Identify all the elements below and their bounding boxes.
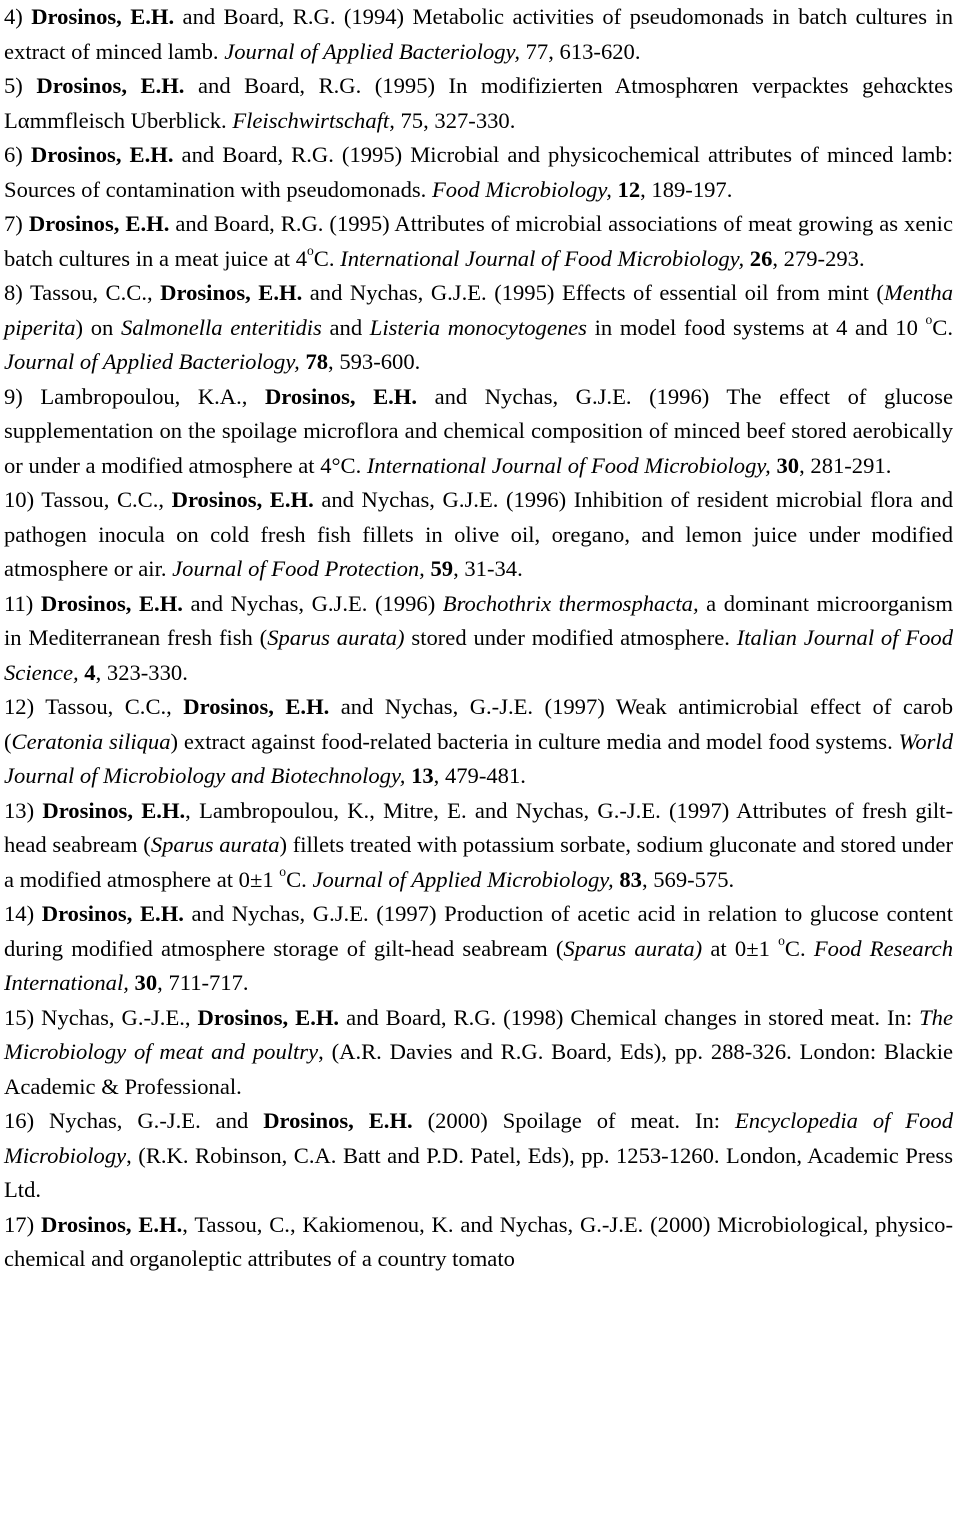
reference-number: 6): [4, 142, 23, 167]
reference-bold-text: 78: [305, 349, 329, 374]
reference-italic-text: The Microbiology of meat and poultry: [4, 1004, 953, 1064]
reference-bold-text: Drosinos, E.H.: [264, 383, 418, 409]
reference-italic-text: Listeria monocytogenes: [369, 314, 587, 340]
reference-text: , 711-717.: [157, 970, 249, 995]
reference-italic-text: International Journal of Food Microbiology,: [340, 245, 745, 271]
reference-italic-text: Journal of Food Protection,: [172, 556, 425, 581]
reference-text: in model food systems at 4 and 10: [586, 314, 926, 340]
reference-text: C.: [313, 245, 341, 271]
reference-number: 17): [4, 1211, 35, 1237]
reference-bold-text: 30: [776, 452, 800, 478]
reference-text: , (R.K. Robinson, C.A. Batt and P.D. Patel, Eds), pp. 1253-1260. London, Academic Press Ltd.: [4, 1142, 953, 1202]
reference-bold-text: Drosinos, E.H.: [160, 280, 303, 305]
reference-number: 7): [4, 211, 23, 236]
reference-text: and Board, R.G. (1995) Microbial and physicochemical attributes of minced lamb: Sources of contamination with pseudomonads.: [4, 142, 953, 202]
reference-text: ) extract against food-related bacteria in culture media and model food systems.: [170, 728, 899, 754]
reference-entry: [4, 1208, 953, 1277]
reference-bold-text: 4: [84, 659, 96, 685]
reference-bold-text: 26: [749, 245, 773, 271]
reference-entry: [4, 1104, 953, 1208]
reference-entry: [4, 380, 953, 484]
reference-text: ) fillets treated with potassium sorbate, sodium gluconate and stored under a modified atmosphere at 0±1: [4, 832, 953, 892]
reference-bold-text: Drosinos, E.H.: [183, 694, 330, 719]
degree-superscript: o: [925, 311, 933, 327]
reference-text: Tassou, C.C.,: [29, 280, 161, 305]
reference-bold-text: Drosinos, E.H.: [42, 797, 186, 823]
reference-number: 4): [4, 4, 23, 29]
reference-italic-text: Journal of Applied Microbiology,: [312, 866, 614, 892]
reference-text: a dominant microorganism in Mediterranean fresh fish (: [4, 590, 953, 650]
reference-text: , 189-197.: [640, 176, 733, 202]
reference-italic-text: Journal of Applied Bacteriology,: [4, 349, 300, 374]
reference-text: and Nychas, G.J.E. (1996) The effect of glucose supplementation on the spoilage microflora and chemical composition of minced beef stored aerobically or under a modified atmosphere at 4°C.: [4, 383, 953, 478]
reference-italic-text: Sparus aurata): [563, 935, 703, 961]
reference-text: C.: [932, 314, 954, 340]
reference-number: 10): [4, 487, 35, 512]
reference-text: 77, 613-620.: [519, 38, 641, 64]
reference-bold-text: Drosinos, E.H.: [197, 1004, 340, 1030]
reference-italic-text: Sparus aurata): [267, 625, 405, 650]
reference-text: 75, 327-330.: [394, 107, 516, 133]
reference-italic-text: Encyclopedia of Food Microbiology: [4, 1108, 954, 1168]
reference-text: and: [321, 314, 370, 340]
reference-number: 5): [4, 73, 23, 98]
reference-text: ) on: [75, 314, 121, 340]
degree-superscript: o: [778, 932, 785, 948]
reference-text: , Lambropoulou, K., Mitre, E. and Nychas, G.-J.E. (1997) Attributes of fresh gilt-head seabream (: [4, 797, 953, 857]
reference-text: Tassou, C.C.,: [45, 694, 184, 719]
reference-text: , (A.R. Davies and R.G. Board, Eds), pp. 288-326. London: Blackie Academic & Professional.: [4, 1039, 954, 1099]
reference-entry: [4, 138, 953, 207]
reference-italic-text: Journal of Applied Bacteriology,: [224, 38, 520, 64]
reference-text: and Nychas, G.J.E. (1995) Effects of essential oil from mint (: [302, 280, 884, 305]
reference-number: 13): [4, 797, 35, 823]
reference-italic-text: International Journal of Food Microbiology,: [366, 452, 771, 478]
reference-text: stored under modified atmosphere.: [404, 625, 737, 650]
reference-text: C.: [286, 866, 313, 892]
reference-italic-text: Brochothrix thermosphacta,: [442, 590, 699, 616]
reference-text: Lambropoulou, K.A.,: [40, 383, 265, 409]
reference-bold-text: Drosinos, E.H.: [41, 901, 184, 926]
reference-text: , 569-575.: [641, 866, 735, 892]
reference-bold-text: Drosinos, E.H.: [40, 590, 183, 616]
reference-bold-text: Drosinos, E.H.: [28, 211, 170, 236]
reference-number: 8): [4, 280, 23, 305]
reference-italic-text: Salmonella enteritidis: [120, 314, 322, 340]
reference-text: at 0±1: [702, 935, 779, 961]
reference-bold-text: Drosinos, E.H.: [171, 487, 314, 512]
reference-bold-text: Drosinos, E.H.: [36, 73, 185, 98]
reference-entry: [4, 897, 953, 1001]
reference-text: C.: [784, 935, 814, 961]
reference-text: and Nychas, G.J.E. (1996): [182, 590, 443, 616]
reference-entry: [4, 1001, 953, 1105]
reference-text: , 281-291.: [799, 452, 892, 478]
reference-italic-text: Fleischwirtschaft,: [232, 107, 395, 133]
reference-text: , Tassou, C., Kakiomenou, K. and Nychas, G.-J.E. (2000) Microbiological, physico-chemical and organoleptic attributes of a country tomato: [4, 1211, 953, 1271]
reference-number: 12): [4, 694, 35, 719]
reference-bold-text: Drosinos, E.H.: [30, 142, 174, 167]
reference-italic-text: Food Microbiology,: [431, 176, 612, 202]
reference-number: 15): [4, 1004, 35, 1030]
reference-bold-text: 12: [617, 176, 641, 202]
reference-italic-text: Food Research International,: [4, 935, 953, 995]
reference-text: and Board, R.G. (1998) Chemical changes in stored meat. In:: [339, 1004, 920, 1030]
reference-text: and Nychas, G.-J.E. (1997) Weak antimicrobial effect of carob (: [4, 694, 953, 754]
reference-text: and Nychas, G.J.E. (1996) Inhibition of resident microbial flora and pathogen inocula on cold fresh fish fillets in olive oil, oregano, and lemon juice under modified atmosphere or air.: [4, 487, 953, 581]
reference-entry: [4, 207, 953, 276]
reference-italic-text: Sparus aurata: [150, 832, 280, 857]
reference-text: Nychas, G.-J.E. and: [49, 1108, 264, 1133]
reference-bold-text: 30: [134, 970, 158, 995]
reference-entry: [4, 69, 953, 138]
reference-bold-text: Drosinos, E.H.: [263, 1108, 413, 1133]
reference-italic-text: World Journal of Microbiology and Biotechnology,: [4, 728, 953, 788]
reference-entry: [4, 690, 953, 794]
reference-entry: [4, 483, 953, 587]
reference-entry: [4, 587, 953, 691]
reference-text: and Board, R.G. (1995) Attributes of microbial associations of meat growing as xenic batch cultures in a meat juice at 4: [4, 211, 953, 271]
reference-bold-text: 83: [619, 866, 642, 892]
reference-text: and Board, R.G. (1994) Metabolic activities of pseudomonads in batch cultures in extract of minced lamb.: [4, 4, 953, 64]
reference-entry: [4, 276, 953, 380]
reference-text: and Board, R.G. (1995) In modifizierten Atmosphαren verpacktes gehαcktes Lαmmfleisch Uberblick.: [4, 73, 953, 133]
reference-text: , 593-600.: [328, 349, 421, 374]
reference-italic-text: Ceratonia siliqua: [11, 728, 171, 754]
reference-number: 14): [4, 901, 35, 926]
reference-bold-text: Drosinos, E.H.: [40, 1211, 183, 1237]
reference-bold-text: 59: [430, 556, 454, 581]
reference-entry: [4, 794, 953, 898]
reference-entry: [4, 0, 953, 69]
reference-italic-text: Mentha piperita: [4, 280, 953, 340]
reference-number: 16): [4, 1108, 35, 1133]
reference-number: 9): [4, 383, 23, 409]
reference-text: , 323-330.: [95, 659, 188, 685]
reference-text: (2000) Spoilage of meat. In:: [412, 1108, 735, 1133]
reference-bold-text: 13: [411, 763, 434, 788]
reference-text: , 31-34.: [453, 556, 523, 581]
reference-text: Tassou, C.C.,: [41, 487, 172, 512]
reference-text: and Nychas, G.J.E. (1997) Production of acetic acid in relation to glucose content during modified atmosphere storage of gilt-head seabream (: [4, 901, 953, 961]
reference-italic-text: Italian Journal of Food Science,: [4, 625, 954, 685]
degree-superscript: o: [307, 242, 314, 258]
reference-number: 11): [4, 590, 34, 616]
reference-text: , 479-481.: [433, 763, 526, 788]
degree-superscript: o: [279, 863, 287, 879]
reference-text: , 279-293.: [772, 245, 865, 271]
reference-bold-text: Drosinos, E.H.: [31, 4, 175, 29]
reference-text: Nychas, G.-J.E.,: [41, 1004, 198, 1030]
